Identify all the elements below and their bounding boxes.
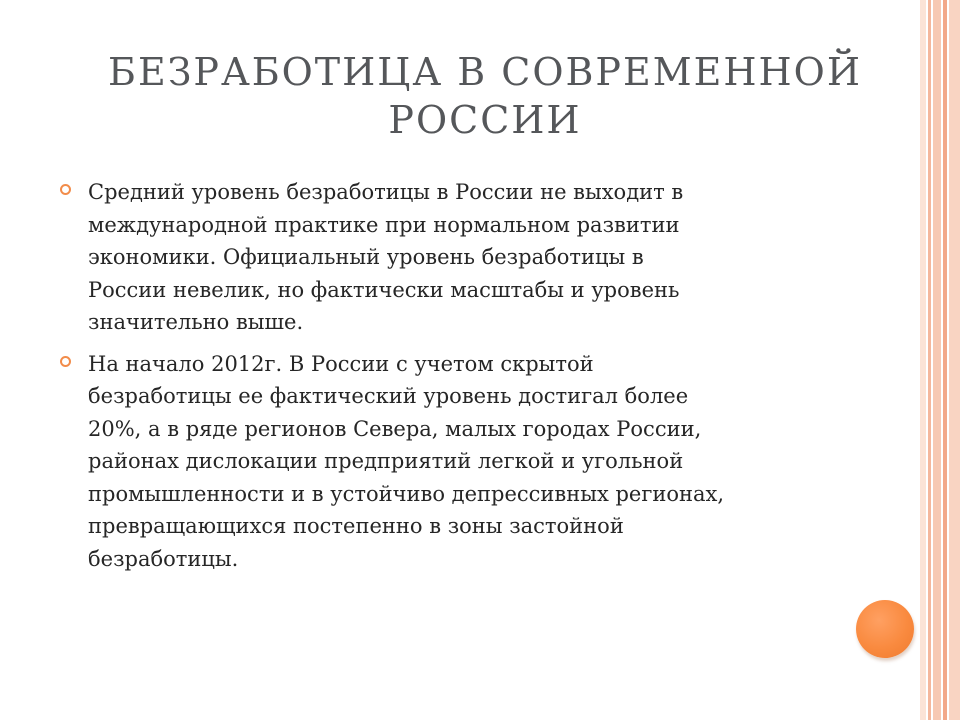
bullet-icon xyxy=(60,356,71,367)
text-line: 20%, а в ряде регионов Севера, малых городах России, xyxy=(88,416,702,441)
stripe xyxy=(920,0,926,720)
text-line: международной практике при нормальном развитии xyxy=(88,212,680,237)
text-line: экономики. Официальный уровень безработицы в xyxy=(88,245,644,269)
bullet-item xyxy=(58,348,838,576)
text-line: превращающихся постепенно в зоны застойной xyxy=(88,514,624,538)
stripe xyxy=(943,0,947,720)
bullet-text xyxy=(88,348,838,576)
decorative-stripes xyxy=(920,0,960,720)
bullet-text xyxy=(88,176,838,339)
slide-title xyxy=(60,48,910,144)
stripe xyxy=(949,0,960,720)
text-line: безработицы ее фактический уровень достигал более xyxy=(88,384,689,408)
slide-content xyxy=(58,176,838,584)
text-line: На начало 2012г. В России с учетом скрытой xyxy=(88,351,594,376)
bullet-item xyxy=(58,176,838,339)
text-line: районах дислокации предприятий легкой и угольной xyxy=(88,449,684,473)
orange-circle-decoration xyxy=(856,600,914,658)
text-line: значительно выше. xyxy=(88,310,304,334)
text-line: России невелик, но фактически масштабы и уровень xyxy=(88,277,680,302)
bullet-icon xyxy=(60,184,71,195)
stripe xyxy=(928,0,931,720)
title-line: РОССИИ xyxy=(388,98,582,142)
text-line: безработицы. xyxy=(88,546,239,571)
text-line: промышленности и в устойчиво депрессивных регионах, xyxy=(88,481,725,506)
text-line: Средний уровень безработицы в России не выходит в xyxy=(88,180,684,204)
title-line: БЕЗРАБОТИЦА В СОВРЕМЕННОЙ xyxy=(108,50,862,94)
stripe xyxy=(933,0,941,720)
